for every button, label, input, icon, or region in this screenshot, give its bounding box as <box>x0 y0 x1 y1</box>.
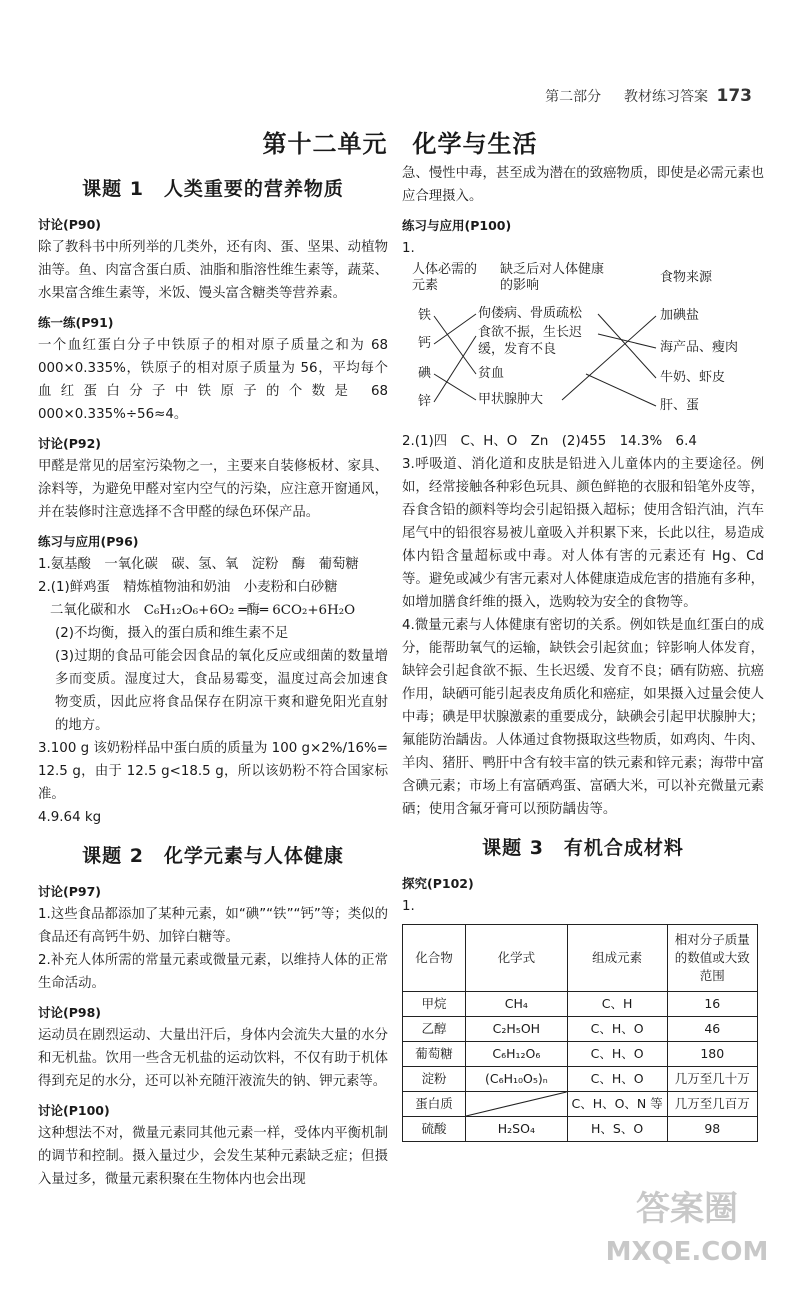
cell: C、H <box>567 992 667 1017</box>
line-anemia-liver <box>586 374 656 406</box>
discussion-p92-text: 甲醛是常见的居室污染物之一，主要来自装修板材、家具、涂料等，为避免甲醛对室内空气的污染，应注意开窗通风，并在装修时注意选择不含甲醛的绿色环保产品。 <box>38 459 388 520</box>
cell: 蛋白质 <box>403 1092 466 1117</box>
diagonal-line <box>466 1092 567 1116</box>
discussion-p90-text: 除了教科书中所列举的几类外，还有肉、蛋、坚果、动植物油等。鱼、肉富含蛋白质、油脂和脂溶性维生素等，蔬菜、水果富含维生素等，米饭、馒头富含糖类等营养素。 <box>38 240 388 301</box>
exercise-p96-q3a: 3.100 g 该奶粉样品中蛋白质的质量为 100 g×2%/16%= <box>38 741 388 756</box>
element-zn: 锌 <box>418 394 432 409</box>
cell-diagonal <box>466 1092 568 1117</box>
source-iodized-salt: 加碘盐 <box>660 308 700 323</box>
cell: CH₄ <box>466 992 568 1017</box>
exercise-p96-q4: 4.9.64 kg <box>38 810 102 825</box>
col-head-elements: 人体必需的元素 <box>412 262 478 293</box>
left-column <box>38 162 388 1191</box>
effect-goiter: 甲状腺肿大 <box>478 392 544 407</box>
discussion-p97-label: 讨论(P97) <box>38 884 101 899</box>
cell: 乙醇 <box>403 1017 466 1042</box>
right-column <box>402 162 764 1142</box>
discussion-p100-label: 讨论(P100) <box>38 1103 110 1118</box>
watermark-logo <box>592 1180 782 1270</box>
cell: 硫酸 <box>403 1117 466 1142</box>
unit-title: 第十二单元 化学与生活 <box>262 130 538 158</box>
exercise-p96-q2c: (3)过期的食品可能会因食品的氧化反应或细菌的数量增多而变质。湿度过大，食品易霉变，温度过高会加速食物变质，因此应将食品保存在阴凉干爽和避免阳光直射的地方。 <box>55 649 388 733</box>
discussion-p97-p2: 2.补充人体所需的常量元素或微量元素，以维持人体的正常生命活动。 <box>38 953 388 991</box>
cell: (C₆H₁₀O₅)ₙ <box>466 1067 568 1092</box>
element-ca: 钙 <box>418 336 432 351</box>
th-elements: 组成元素 <box>567 925 667 992</box>
cell: C₆H₁₂O₆ <box>466 1042 568 1067</box>
cell: 甲烷 <box>403 992 466 1017</box>
source-liver: 肝、蛋 <box>660 398 700 413</box>
cell: C、H、O <box>567 1067 667 1092</box>
exercise-p96-q2a: 2.(1)鲜鸡蛋 精炼植物油和奶油 小麦粉和白砂糖 <box>38 580 338 595</box>
watermark-site: MXQE.COM <box>605 1237 769 1267</box>
th-compound: 化合物 <box>403 925 466 992</box>
matching-lines <box>402 262 752 430</box>
practice-p91-label: 练一练(P91) <box>38 315 114 330</box>
compound-table <box>402 924 758 1142</box>
page-header <box>545 86 752 106</box>
table-row <box>403 1092 758 1117</box>
cell: 98 <box>667 1117 757 1142</box>
line-ca-rickets <box>434 314 476 344</box>
exercise-p100-q4: 4.微量元素与人体健康有密切的关系。例如铁是血红蛋白的成分，能帮助氧气的运输，缺铁会引起贫血；锌影响人体发育，缺锌会引起食欲不振、生长迟缓、发育不良；硒有防癌、抗癌作用，缺硒可能引起表皮角质化和癌症，如果摄入过量会使人中毒；碘是甲状腺激素的重要成分，缺碘会引起甲状腺肿大；氟能防治龋齿。人体通过食物摄取这些物质，如鸡肉、牛肉、羊肉、猪肝、鸭肝中含有较丰富的铁元素和锌元素；海带中富含碘元素；市场上有富硒鸡蛋、富硒大米，可以补充微量元素硒；使用含氟牙膏可以预防龋齿等。 <box>402 618 764 817</box>
line-goiter-salt <box>562 316 656 400</box>
discussion-p92-label: 讨论(P92) <box>38 436 101 451</box>
line-i-goiter <box>434 374 476 400</box>
exercise-p100-q3: 3.呼吸道、消化道和皮肤是铅进入儿童体内的主要途径。例如，经常接触各种彩色玩具、颜色鲜艳的衣服和铅笔外皮等，吞食含铅的颜料等均会引起铅摄入超标；使用含铅汽油，汽车尾气中的铅很容易被儿童吸入并积累下来，长此以往，易造成体内铅含量超标或中毒。对人体有害的元素还有 Hg、Cd 等。避免或减少有害元素对人体健康造成危害的措施有多种，如增加膳食纤维的摄入，选购较为安全的食物等。 <box>402 457 764 610</box>
discussion-p100-text: 这种想法不对，微量元素同其他元素一样，受体内平衡机制的调节和控制。摄入量过少，会发生某种元素缺乏症；但摄入量过多，微量元素积聚在生物体内也会出现 <box>38 1126 388 1187</box>
watermark-brand: 答案圈 <box>636 1189 738 1229</box>
table-row <box>403 1067 758 1092</box>
th-formula: 化学式 <box>466 925 568 992</box>
exercise-p96-q3b: 12.5 g，由于 12.5 g<18.5 g，所以该奶粉不符合国家标准。 <box>38 764 388 802</box>
element-fe: 铁 <box>418 308 432 323</box>
element-matching-diagram <box>402 262 752 430</box>
col-head-sources: 食物来源 <box>660 270 713 285</box>
source-seafood: 海产品、瘦肉 <box>660 340 739 355</box>
line-zn-growth <box>434 336 476 402</box>
cell: H、S、O <box>567 1117 667 1142</box>
lesson2-title: 课题 2 化学元素与人体健康 <box>82 845 344 867</box>
page-number: 173 <box>716 86 752 106</box>
cell: C、H、O <box>567 1017 667 1042</box>
explore-p102-label: 探究(P102) <box>402 876 474 891</box>
discussion-p100-continued: 急、慢性中毒，甚至成为潜在的致癌物质，即使是必需元素也应合理摄入。 <box>402 166 764 204</box>
source-milk: 牛奶、虾皮 <box>660 370 726 385</box>
effect-growth: 食欲不振，生长迟缓，发育不良 <box>478 325 583 357</box>
cell: 46 <box>667 1017 757 1042</box>
cell: 16 <box>667 992 757 1017</box>
cell: C、H、O、N 等 <box>567 1092 667 1117</box>
exercise-p96-q1: 1.氨基酸 一氧化碳 碳、氢、氧 淀粉 酶 葡萄糖 <box>38 557 359 572</box>
table-row <box>403 992 758 1017</box>
cell: 几万至几十万 <box>667 1067 757 1092</box>
exercise-p100-q1: 1. <box>402 241 415 256</box>
lesson3-title: 课题 3 有机合成材料 <box>482 837 684 859</box>
header-section: 第二部分 <box>545 89 602 105</box>
element-i: 碘 <box>418 366 432 381</box>
cell: C₂H₅OH <box>466 1017 568 1042</box>
discussion-p98-text: 运动员在剧烈运动、大量出汗后，身体内会流失大量的水分和无机盐。饮用一些含无机盐的运动饮料，不仅有助于机体得到充足的水分，还可以补充随汗液流失的钠、钾元素等。 <box>38 1028 388 1089</box>
header-title: 教材练习答案 <box>624 89 709 105</box>
col-head-effects: 缺乏后对人体健康的影响 <box>500 262 605 293</box>
cell: H₂SO₄ <box>466 1117 568 1142</box>
cell: 淀粉 <box>403 1067 466 1092</box>
practice-p91-text: 一个血红蛋白分子中铁原子的相对原子质量之和为 68 000×0.335%，铁原子的相对原子质量为 56，平均每个血红蛋白分子中铁原子的个数是 68 000×0.335%÷56≈4。 <box>38 338 388 422</box>
discussion-p90-label: 讨论(P90) <box>38 217 101 232</box>
respiration-equation: 二氧化碳和水 C₆H₁₂O₆+6O₂ ═酶═ 6CO₂+6H₂O <box>50 603 356 618</box>
cell: 葡萄糖 <box>403 1042 466 1067</box>
exercise-p100-q2: 2.(1)四 C、H、O Zn (2)455 14.3% 6.4 <box>402 434 697 449</box>
exercise-p96-q2b: (2)不均衡，摄入的蛋白质和维生素不足 <box>55 626 289 641</box>
effect-anemia: 贫血 <box>478 366 505 381</box>
table-row <box>403 1017 758 1042</box>
exercise-p96-label: 练习与应用(P96) <box>38 534 139 549</box>
table-row <box>403 1042 758 1067</box>
effect-rickets: 佝偻病、骨质疏松 <box>478 306 583 321</box>
table-header-row <box>403 925 758 992</box>
lesson1-title: 课题 1 人类重要的营养物质 <box>82 178 344 200</box>
th-molar-mass: 相对分子质量的数值或大致范围 <box>667 925 757 992</box>
explore-p102-q1: 1. <box>402 899 415 914</box>
table-row <box>403 1117 758 1142</box>
exercise-p100-label: 练习与应用(P100) <box>402 218 512 233</box>
discussion-p98-label: 讨论(P98) <box>38 1005 101 1020</box>
discussion-p97-p1: 1.这些食品都添加了某种元素，如“碘”“铁”“钙”等；类似的食品还有高钙牛奶、加锌白糖等。 <box>38 907 388 945</box>
cell: C、H、O <box>567 1042 667 1067</box>
cell: 180 <box>667 1042 757 1067</box>
cell: 几万至几百万 <box>667 1092 757 1117</box>
